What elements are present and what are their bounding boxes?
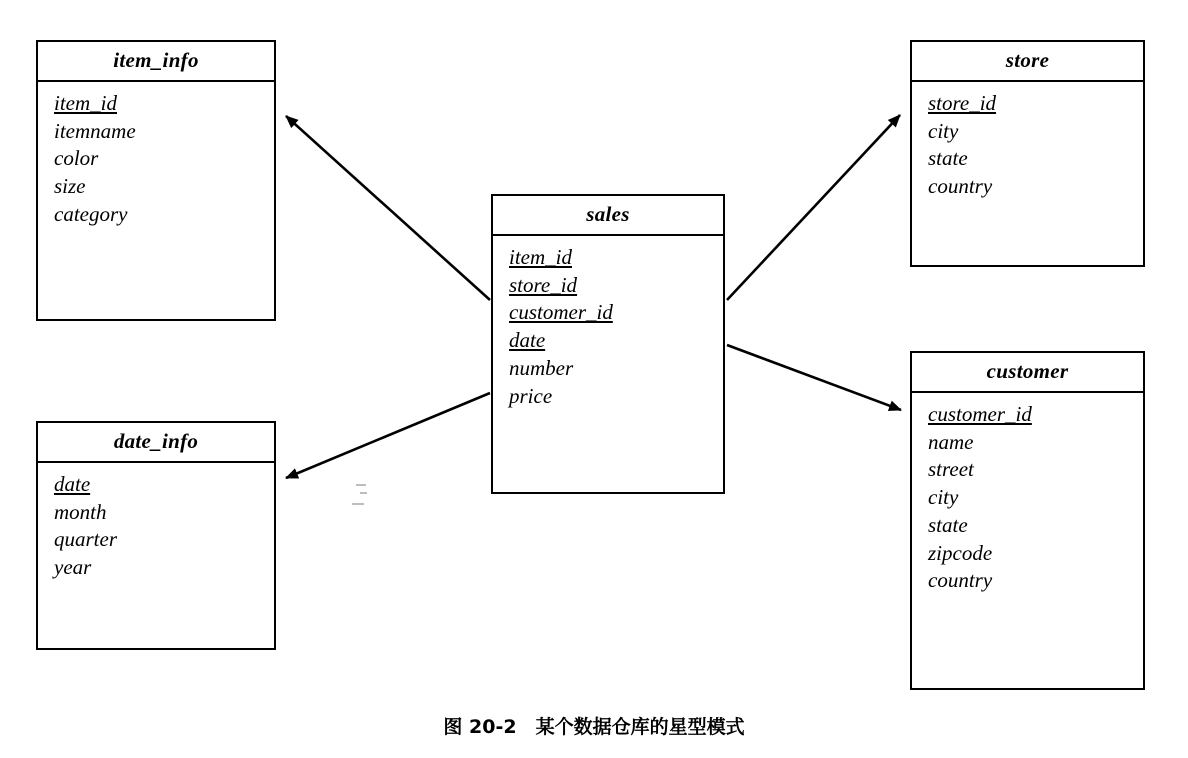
field-customer_id: customer_id: [928, 402, 1032, 426]
scan-artifact: [356, 484, 366, 486]
entity-title: item_info: [38, 42, 274, 82]
entity-fields: [38, 463, 274, 588]
field-month: month: [54, 499, 107, 524]
field-quarter: quarter: [54, 527, 117, 552]
entity-date_info[interactable]: [36, 421, 276, 650]
field-item_id: item_id: [54, 91, 117, 115]
entity-sales[interactable]: [491, 194, 725, 494]
field-city: city: [928, 118, 959, 143]
field-price: price: [509, 383, 553, 408]
field-color: color: [54, 146, 99, 171]
field-customer_id: customer_id: [509, 300, 613, 325]
field-category: category: [54, 201, 128, 226]
field-store_id: store_id: [928, 91, 997, 115]
entity-fields: [38, 82, 274, 235]
entity-fields: [493, 236, 723, 416]
figure-caption: 图 20-2 某个数据仓库的星型模式: [443, 716, 745, 738]
field-zipcode: zipcode: [928, 540, 993, 565]
entity-title: store: [912, 42, 1143, 82]
connector-sales-item_info: [286, 116, 490, 300]
field-date: date: [509, 328, 546, 353]
field-year: year: [54, 555, 92, 580]
field-state: state: [928, 512, 968, 537]
field-country: country: [928, 174, 993, 199]
field-size: size: [54, 174, 86, 199]
field-date: date: [54, 472, 91, 496]
entity-title: sales: [493, 196, 723, 236]
entity-fields: [912, 82, 1143, 207]
field-name: name: [928, 429, 974, 454]
entity-title: date_info: [38, 423, 274, 463]
field-number: number: [509, 355, 574, 380]
field-itemname: itemname: [54, 118, 136, 143]
entity-customer[interactable]: [910, 351, 1145, 690]
connector-sales-store: [727, 115, 900, 300]
entity-item_info[interactable]: [36, 40, 276, 321]
connector-sales-date_info: [286, 393, 490, 478]
connector-sales-customer: [727, 345, 901, 410]
entity-fields: [912, 393, 1143, 601]
field-item_id: item_id: [509, 245, 572, 269]
field-city: city: [928, 485, 959, 510]
scan-artifact: [360, 492, 367, 494]
field-country: country: [928, 568, 993, 593]
field-store_id: store_id: [509, 272, 578, 297]
scan-artifact: [352, 503, 364, 505]
field-state: state: [928, 146, 968, 171]
entity-store[interactable]: [910, 40, 1145, 267]
entity-title: customer: [912, 353, 1143, 393]
field-street: street: [928, 457, 974, 482]
